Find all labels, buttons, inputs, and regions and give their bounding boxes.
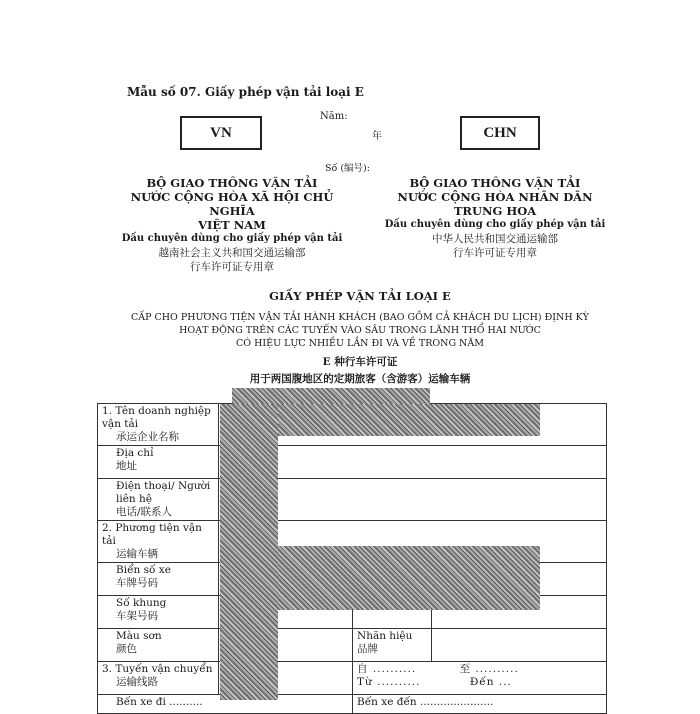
form-title: Mẫu số 07. Giấy phép vận tải loại E bbox=[127, 85, 364, 99]
arrival-station: Bến xe đến ...................... bbox=[353, 695, 607, 714]
issuer-right-country2: TRUNG HOA bbox=[453, 204, 537, 218]
table-row bbox=[98, 662, 607, 695]
year-label: Năm: bbox=[320, 111, 348, 122]
country-box-vn: VN bbox=[180, 116, 262, 150]
issuer-right bbox=[370, 176, 620, 260]
route-from: Từ .......... bbox=[357, 676, 421, 688]
issuer-left-country1: NƯỚC CỘNG HÒA XÃ HỘI CHỦ NGHĨA bbox=[130, 190, 334, 218]
route-to: Đến ... bbox=[469, 676, 512, 688]
issuer-left-cn2: 行车许可证专用章 bbox=[190, 261, 274, 273]
table-row bbox=[98, 446, 607, 479]
table-row bbox=[98, 629, 607, 662]
issuer-left-country2: VIỆT NAM bbox=[198, 218, 266, 232]
issuer-left-ministry: BỘ GIAO THÔNG VẬN TẢI bbox=[146, 176, 318, 190]
redaction-block-top bbox=[232, 388, 430, 404]
table-row bbox=[98, 695, 607, 714]
chassis-label: Số khung 车架号码 bbox=[98, 596, 219, 629]
country-box-chn: CHN bbox=[460, 116, 540, 150]
issuer-right-ministry: BỘ GIAO THÔNG VẬN TẢI bbox=[409, 176, 581, 190]
issuer-left-stamp: Dấu chuyên dùng cho giấy phép vận tải bbox=[121, 233, 343, 244]
color-label: Màu sơn 颜色 bbox=[98, 629, 219, 662]
route-from-cn: 自 .......... bbox=[357, 663, 417, 675]
table-row bbox=[98, 479, 607, 521]
redaction-block-header bbox=[278, 404, 540, 436]
redaction-block-vehicle bbox=[278, 546, 540, 610]
number-label: Số (编号): bbox=[325, 163, 370, 174]
issuer-right-country1: NƯỚC CỘNG HÒA NHÂN DÂN bbox=[397, 190, 593, 204]
issuer-right-cn2: 行车许可证专用章 bbox=[453, 247, 537, 259]
brand-label: Nhãn hiệu 品牌 bbox=[353, 629, 432, 662]
cn-title: E 种行车许可证 bbox=[322, 356, 398, 368]
issuer-left-cn1: 越南社会主义共和国交通运输部 bbox=[158, 247, 306, 259]
brand-value bbox=[432, 629, 607, 662]
route-to-cn: 至 .......... bbox=[459, 663, 519, 675]
issuer-right-stamp: Dấu chuyên dùng cho giấy phép vận tải bbox=[384, 219, 606, 230]
address-label: Địa chỉ 地址 bbox=[98, 446, 219, 479]
desc-line-3: CÓ HIỆU LỰC NHIỀU LẦN ĐI VÀ VỀ TRONG NĂM bbox=[236, 338, 484, 349]
year-label-cn: 年 bbox=[372, 131, 382, 142]
plate-label: Biển số xe 车牌号码 bbox=[98, 563, 219, 596]
desc-line-1: CẤP CHO PHƯƠNG TIỆN VẬN TẢI HÀNH KHÁCH (BAO GỒM CẢ KHÁCH DU LỊCH) ĐỊNH KỲ bbox=[130, 312, 590, 323]
route-value bbox=[353, 662, 607, 695]
desc-line-2: HOẠT ĐỘNG TRÊN CÁC TUYẾN VÀO SÂU TRONG LÃNH THỔ HAI NƯỚC bbox=[179, 325, 541, 336]
permit-description bbox=[90, 311, 630, 350]
phone-label: Điện thoại/ Người liên hệ 电话/联系人 bbox=[98, 479, 219, 521]
vehicle-label: 2. Phương tiện vận tải 运输车辆 bbox=[98, 521, 219, 563]
cn-description: 用于两国腹地区的定期旅客（含游客）运输车辆 bbox=[249, 373, 471, 385]
route-label: 3. Tuyến vận chuyển 运输线路 bbox=[98, 662, 219, 695]
issuer-right-cn1: 中华人民共和国交通运输部 bbox=[432, 233, 558, 245]
redaction-block-vertical bbox=[220, 404, 278, 700]
issuer-left bbox=[107, 176, 357, 274]
departure-station: Bến xe đi .......... bbox=[98, 695, 353, 714]
company-name-label: 1. Tên doanh nghiệp vận tải 承运企业名称 bbox=[98, 404, 219, 446]
permit-title: GIẤY PHÉP VẬN TẢI LOẠI E bbox=[269, 289, 451, 303]
